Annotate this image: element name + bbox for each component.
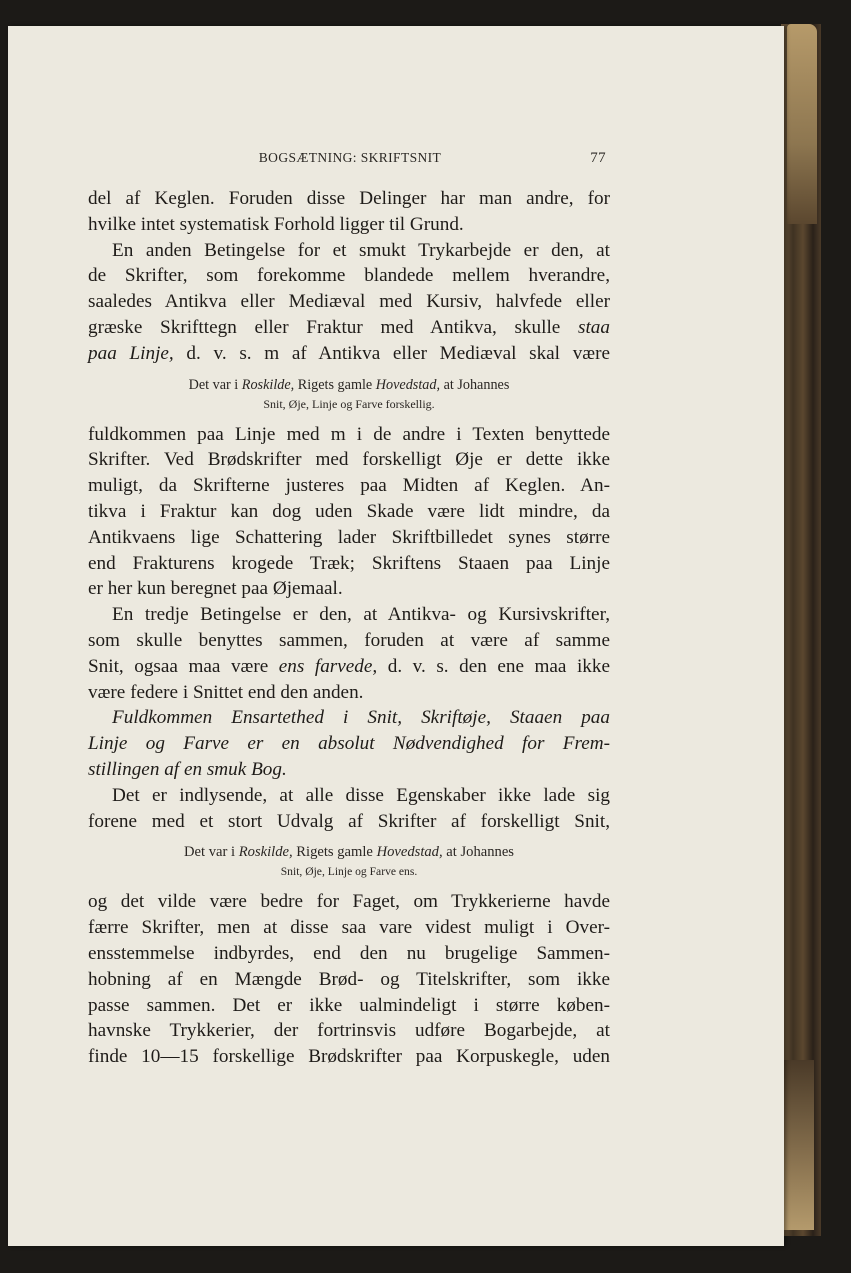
text-fragment: d. v. s. den ene maa ikke xyxy=(387,655,611,677)
text-line: Skrifter. Ved Brødskrifter med forskelligt Øje er dette ikke xyxy=(88,449,610,471)
specimen-line-2: Snit, Øje, Linje og Farve forskellig. xyxy=(263,396,435,411)
running-title: BOGSÆTNING: SKRIFTSNIT xyxy=(258,150,442,165)
text-line: være federe i Snittet end den anden. xyxy=(88,681,364,703)
specimen-italic: Hovedstad, xyxy=(375,376,441,393)
specimen-text: at Johannes xyxy=(443,376,510,393)
text-line xyxy=(88,341,610,367)
text-line: fuldkommen paa Linje med m i de andre i Texten benyttede xyxy=(88,423,610,445)
text-line: forene med et stort Udvalg af Skrifter af forskelligt Snit, xyxy=(88,810,610,832)
text-line: færre Skrifter, men at disse saa vare videst muligt i Over- xyxy=(88,917,610,939)
text-line: tikva i Fraktur kan dog uden Skade være lidt mindre, da xyxy=(88,500,610,522)
text-fragment: Snit, ogsaa maa være xyxy=(88,655,269,677)
paragraph-second-condition xyxy=(88,238,610,367)
page-number: 77 xyxy=(590,150,606,166)
specimen-text: at Johannes xyxy=(446,844,514,861)
specimen-text: Rigets gamle xyxy=(297,376,373,393)
paragraph-third-condition xyxy=(88,602,610,705)
specimen-italic: Hovedstad, xyxy=(376,844,443,861)
text-line: Fuldkommen Ensartethed i Snit, Skriftøje, Staaen paa xyxy=(112,707,610,729)
text-line: En tredje Betingelse er den, at Antikva- og Kursivskrifter, xyxy=(112,604,610,626)
text-fragment: græske Skrifttegn eller Fraktur med Antikva, skulle xyxy=(88,316,561,338)
specimen-line-2: Snit, Øje, Linje og Farve ens. xyxy=(280,865,418,879)
text-line: havnske Trykkerier, der fortrinsvis udføre Bogarbejde, at xyxy=(88,1020,610,1042)
text-line: passe sammen. Det er ikke ualmindeligt i større køben- xyxy=(88,994,610,1016)
text-line: stillingen af en smuk Bog. xyxy=(88,758,287,780)
paragraph-fewer-types xyxy=(88,889,610,1070)
paragraph-continuation xyxy=(88,186,610,238)
italic-term: staa xyxy=(578,316,610,338)
type-specimen-matching xyxy=(88,842,610,881)
text-line: saaledes Antikva eller Mediæval med Kursiv, halvfede eller xyxy=(88,291,610,313)
text-line: hvilke intet systematisk Forhold ligger til Grund. xyxy=(88,213,464,235)
text-line xyxy=(88,315,610,341)
text-line: finde 10—15 forskellige Brødskrifter paa Korpuskegle, uden xyxy=(88,1046,610,1068)
text-line xyxy=(88,654,610,680)
text-line: Linje og Farve er en absolut Nødvendighed for Frem- xyxy=(88,733,610,755)
text-line: Det er indlysende, at alle disse Egenskaber ikke lade sig xyxy=(112,784,610,806)
specimen-italic: Roskilde, xyxy=(238,844,293,861)
text-line: end Frakturens krogede Træk; Skriftens Staaen paa Linje xyxy=(88,552,610,574)
text-line: Antikvaens lige Schattering lader Skriftbilledet synes større xyxy=(88,526,610,548)
running-header xyxy=(88,150,612,168)
specimen-text: Rigets gamle xyxy=(296,844,373,861)
text-line: som skulle benyttes sammen, foruden at være af samme xyxy=(88,629,610,651)
paragraph-italic-maxim xyxy=(88,705,610,782)
text-line: del af Keglen. Foruden disse Delinger har man andre, for xyxy=(88,188,610,209)
spine-edge-top xyxy=(787,24,817,224)
italic-term: ens farvede, xyxy=(278,655,378,677)
text-line: er her kun beregnet paa Øjemaal. xyxy=(88,578,343,600)
text-line: muligt, da Skrifterne justeres paa Midten af Keglen. An- xyxy=(88,475,610,497)
specimen-text: Det var i xyxy=(188,376,239,393)
text-line: og det vilde være bedre for Faget, om Trykkerierne havde xyxy=(88,891,610,913)
specimen-italic: Roskilde, xyxy=(241,376,295,393)
italic-term: paa Linje, xyxy=(88,342,174,364)
specimen-text: Det var i xyxy=(184,844,236,861)
paragraph-evident xyxy=(88,783,610,835)
text-line: En anden Betingelse for et smukt Trykarbejde er den, at xyxy=(112,239,610,261)
text-fragment: d. v. s. m af Antikva eller Mediæval skal være xyxy=(186,342,610,364)
text-line: de Skrifter, som forekomme blandede mellem hverandre, xyxy=(88,265,610,287)
text-line: ensstemmelse indbyrdes, end den nu brugelige Sammen- xyxy=(88,942,610,964)
specimen-line xyxy=(88,375,610,395)
spine-edge-bottom xyxy=(782,1060,814,1230)
type-specimen-differing xyxy=(88,375,610,414)
text-line: hobning af en Mængde Brød- og Titelskrifter, som ikke xyxy=(88,968,610,990)
paragraph-breadscripts xyxy=(88,422,610,603)
body-text xyxy=(88,186,610,1070)
specimen-line xyxy=(88,842,610,862)
